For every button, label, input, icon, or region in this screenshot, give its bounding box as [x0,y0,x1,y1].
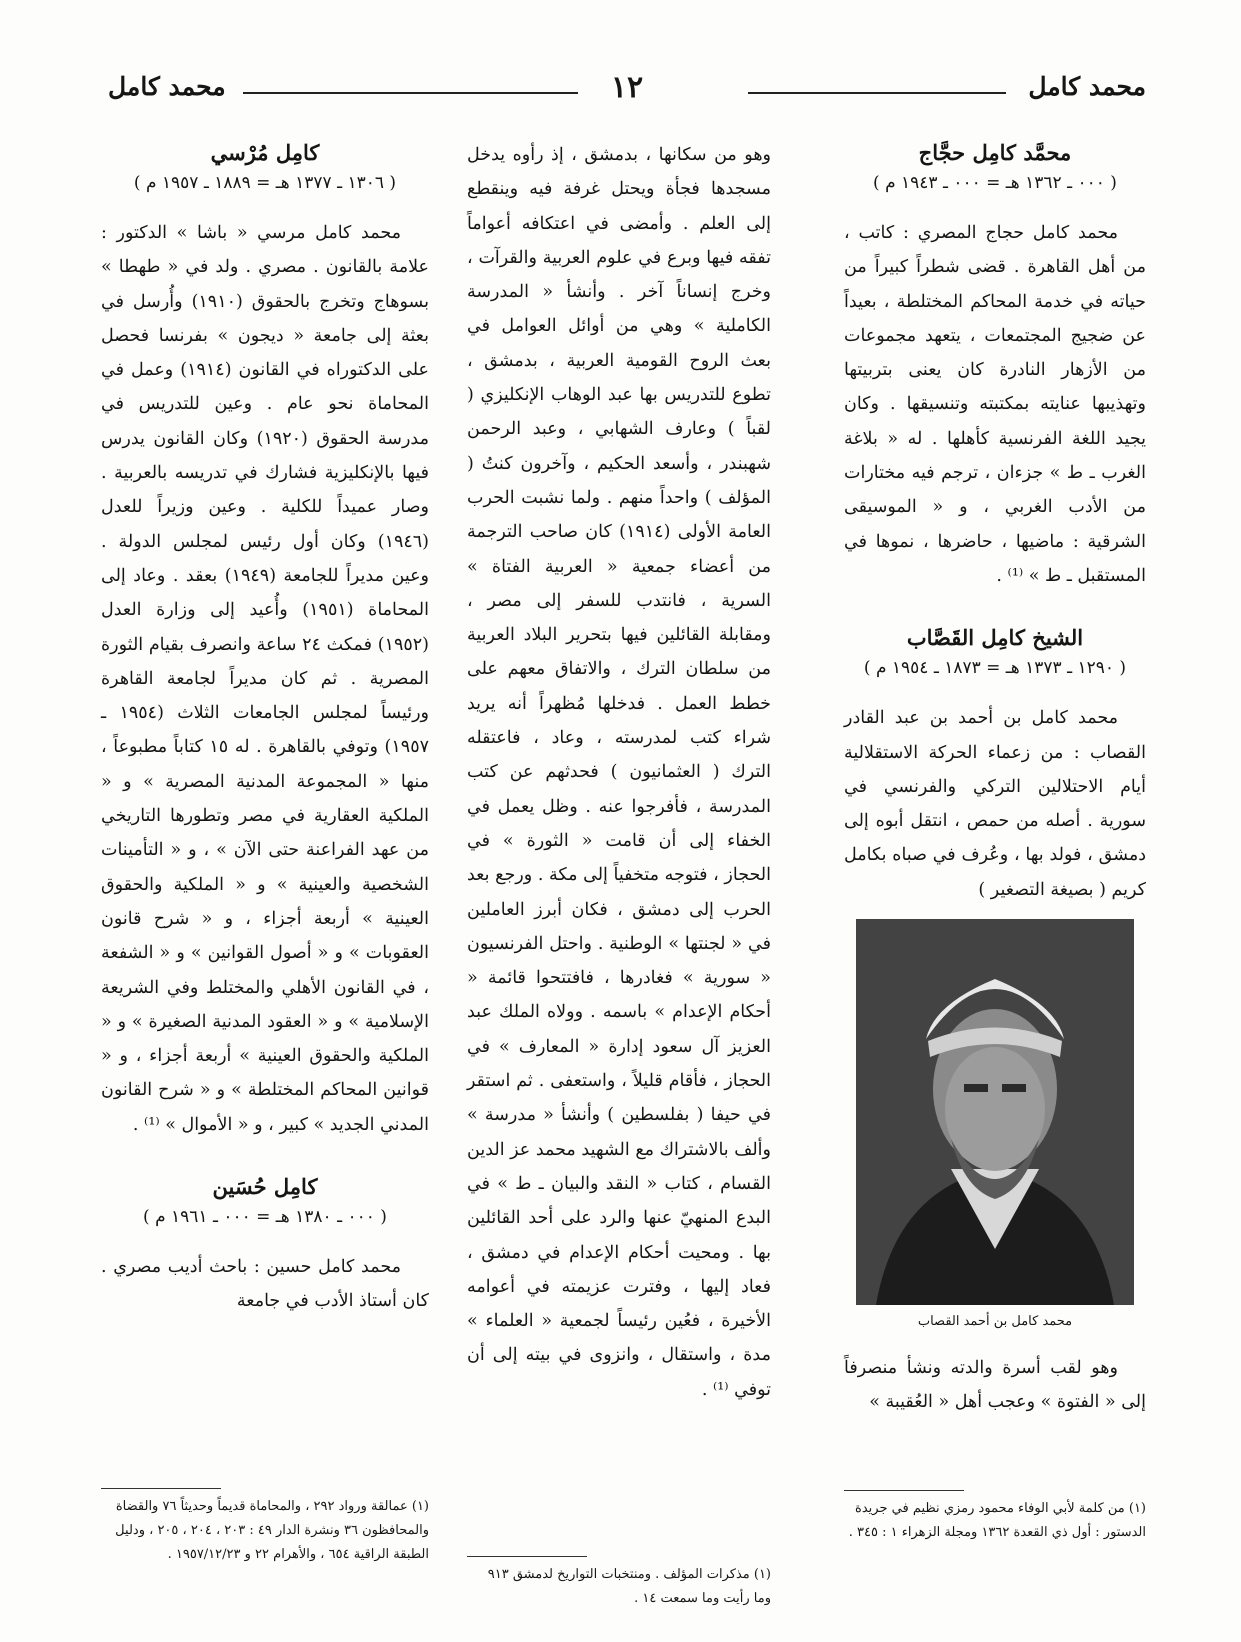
footnote-text: (١) من كلمة لأبي الوفاء محمود رمزي نظيم في جريدة الدستور : أول ذي القعدة ١٣٦٢ ومجلة الزهراء ١ : ٣٤٥ . [848,1501,1146,1540]
entry-text-qassab-intro: محمد كامل بن أحمد بن عبد القادر القصاب : من زعماء الحركة الاستقلالية أيام الاحتلالين التركي والفرنسي في سورية . أصله من حمص ، انتقل أبوه إلى دمشق ، فولد بها ، وعُرف في صباه بكامل كريم ( بصيغة التصغير ) [844,708,1146,900]
page-number: ١٢ [610,70,644,105]
running-header [108,72,1146,116]
footnote-middle [467,1556,771,1611]
column-middle [467,138,771,1407]
column-left [101,138,429,1319]
portrait-photo [856,919,1134,1305]
footnote-text: (١) مذكرات المؤلف . ومنتخبات التواريخ لدمشق ٩١٣ وما رأيت وما سمعت ١٤ . [487,1567,771,1606]
column-right [844,138,1146,1420]
entry-text-husain: محمد كامل حسين : باحث أديب مصري . كان أستاذ الأدب في جامعة [101,1257,429,1312]
entry-title-husain: كامِل حُسَين [212,1174,318,1200]
footnote-left [101,1488,429,1567]
entry-title-morsi: كامِل مُرْسي [210,140,320,165]
entry-dates-husain: ( ٠٠٠ ـ ١٣٨٠ هـ = ٠٠٠ ـ ١٩٦١ م ) [143,1207,387,1228]
entry-title-hajjaj: محمَّد كامِل حجَّاج [918,140,1072,165]
footnote-right [844,1490,1146,1545]
entry-text-hajjaj: محمد كامل حجاج المصري : كاتب ، من أهل القاهرة . قضى شطراً كبيراً من حياته في خدمة المحاكم المختلطة ، بعيداً عن ضجيج المجتمعات ، يتعهد مجموعات من الأزهار النادرة كان يعنى بتربيتها وتهذيبها عنايته بمكتبته وتنسيقها . وكان يجيد اللغة الفرنسية كأهلها . له « بلاغة الغرب ـ ط » جزءان ، ترجم فيه مختارات من الأدب الغربي ، و « الموسيقى الشرقية : ماضيها ، حاضرها ، نموها في المستقبل ـ ط » ⁽¹⁾ . [844,223,1146,586]
entry-text-qassab-col2: وهو من سكانها ، بدمشق ، إذ رأوه يدخل مسجدها فجأة ويحتل غرفة فيه وينقطع إلى العلم . وأمضى في اعتكافه أعواماً تفقه فيها وبرع في علوم العربية والقرآت ، وخرج إنساناً آخر . وأنشأ « المدرسة الكاملية » وهي من أوائل العوامل في بعث الروح القومية العربية ، بدمشق ، تطوع للتدريس بها عبد الوهاب الإنكليزي ( لقباً ) وعارف الشهابي ، وعبد الرحمن شهبندر ، وأسعد الحكيم ، وآخرون كنتُ ( المؤلف ) واحداً منهم . ولما نشبت الحرب العامة الأولى (١٩١٤) كان صاحب الترجمة من أعضاء جمعية « العربية الفتاة » السرية ، فانتدب للسفر إلى مصر ، ومقابلة القائلين فيها بتحرير البلاد العربية من سلطان الترك ، والاتفاق معهم على خطط العمل . فدخلها مُظهراً أنه يريد شراء كتب لمدرسته ، وعاد ، فاعتقله الترك ( العثمانيون ) فحدثهم عن كتب المدرسة ، فأفرجوا عنه . وظل يعمل في الخفاء إلى أن قامت « الثورة » في الحجاز ، فتوجه متخفياً إلى مكة . ورجع بعد الحرب إلى دمشق ، فكان أبرز العاملين في « لجنتها » الوطنية . واحتل الفرنسيون « سورية » فغادرها ، فافتتحوا قائمة « أحكام الإعدام » باسمه . وولاه الملك عبد العزيز آل سعود إدارة « المعارف » في الحجاز ، فأقام قليلاً ، واستعفى . ثم استقر في حيفا ( بفلسطين ) وأنشأ « مدرسة » وألف بالاشتراك مع الشهيد محمد عز الدين القسام ، كتاب « النقد والبيان ـ ط » في البدع المنهيّ عنها والرد على أحد القائلين بها . ومحيت أحكام الإعدام في دمشق ، فعاد إليها ، وفترت عزيمته في أعوامه الأخيرة ، فعُين رئيساً لجمعية « العلماء » مدة ، واستقال ، وانزوى في بيته إلى أن توفي ⁽¹⁾ . [467,145,771,1400]
portrait-illustration [856,919,1134,1305]
entry-text-morsi: محمد كامل مرسي « باشا » الدكتور : علامة بالقانون . مصري . ولد في « طهطا » بسوهاج وتخرج بالحقوق (١٩١٠) وأُرسل في بعثة إلى جامعة « ديجون » بفرنسا فحصل على الدكتوراه في القانون (١٩١٤) وعمل في المحاماة نحو عام . وعين للتدريس في مدرسة الحقوق (١٩٢٠) وكان القانون يدرس فيها بالإنكليزية فشارك في تدريسه بالعربية . وصار عميداً للكلية . وعين وزيراً للعدل (١٩٤٦) وكان أول رئيس لمجلس الدولة . وعين مديراً للجامعة (١٩٤٩) بعقد . وعاد إلى المحاماة (١٩٥١) وأُعيد إلى وزارة العدل (١٩٥٢) فمكث ٢٤ ساعة وانصرف بقيام الثورة المصرية . ثم كان مديراً لجامعة القاهرة ورئيساً لمجلس الجامعات الثلاث (١٩٥٤ ـ ١٩٥٧) وتوفي بالقاهرة . له ١٥ كتاباً مطبوعاً ، منها « المجموعة المدنية المصرية » و « الملكية العقارية في مصر وتطورها التاريخي من عهد الفراعنة حتى الآن » ، و « التأمينات الشخصية والعينية » و « الملكية والحقوق العينية » أربعة أجزاء ، و « شرح قانون العقوبات » و « أصول القوانين » و « الشفعة ، في القانون الأهلي والمختلط وفي الشريعة الإسلامية » و « العقود المدنية الصغيرة » و « الملكية والحقوق العينية » أربعة أجزاء ، و « قوانين المحاكم المختلطة » و « شرح القانون المدني الجديد » كبير ، و « الأموال » ⁽¹⁾ . [101,223,429,1135]
header-rule [748,92,1006,94]
footnote-rule [467,1556,587,1557]
header-right-title: محمد كامل [1028,72,1146,101]
footnote-text: (١) عمالقة ورواد ٢٩٢ ، والمحاماة قديماً وحديثاً ٧٦ والقضاة والمحافظون ٣٦ ونشرة الدار ٤٩ : ٢٠٣ ، ٢٠٤ ، ٢٠٥ ، ودليل الطبقة الراقية ٦٥٤ ، والأهرام ٢٢ و ١٩٥٧/١٢/٢٣ . [115,1499,429,1562]
entry-dates-morsi: ( ١٣٠٦ ـ ١٣٧٧ هـ = ١٨٨٩ ـ ١٩٥٧ م ) [133,173,397,193]
footnote-rule [844,1490,964,1491]
entry-dates-qassab: ( ١٢٩٠ ـ ١٣٧٣ هـ = ١٨٧٣ ـ ١٩٥٤ م ) [863,658,1127,679]
header-rule [243,92,578,94]
header-left-title: محمد كامل [108,72,226,101]
entry-dates-hajjaj: ( ٠٠٠ ـ ١٣٦٢ هـ = ٠٠٠ ـ ١٩٤٣ م ) [873,173,1117,193]
photo-caption: محمد كامل بن أحمد القصاب [917,1314,1073,1330]
entry-title-qassab: الشيخ كامِل القَصَّاب [906,625,1084,651]
entry-text-qassab-cont: وهو لقب أسرة والدته ونشأ منصرفاً إلى « الفتوة » وعجب أهل « العُقيبة » [844,1358,1146,1413]
footnote-rule [101,1488,221,1489]
